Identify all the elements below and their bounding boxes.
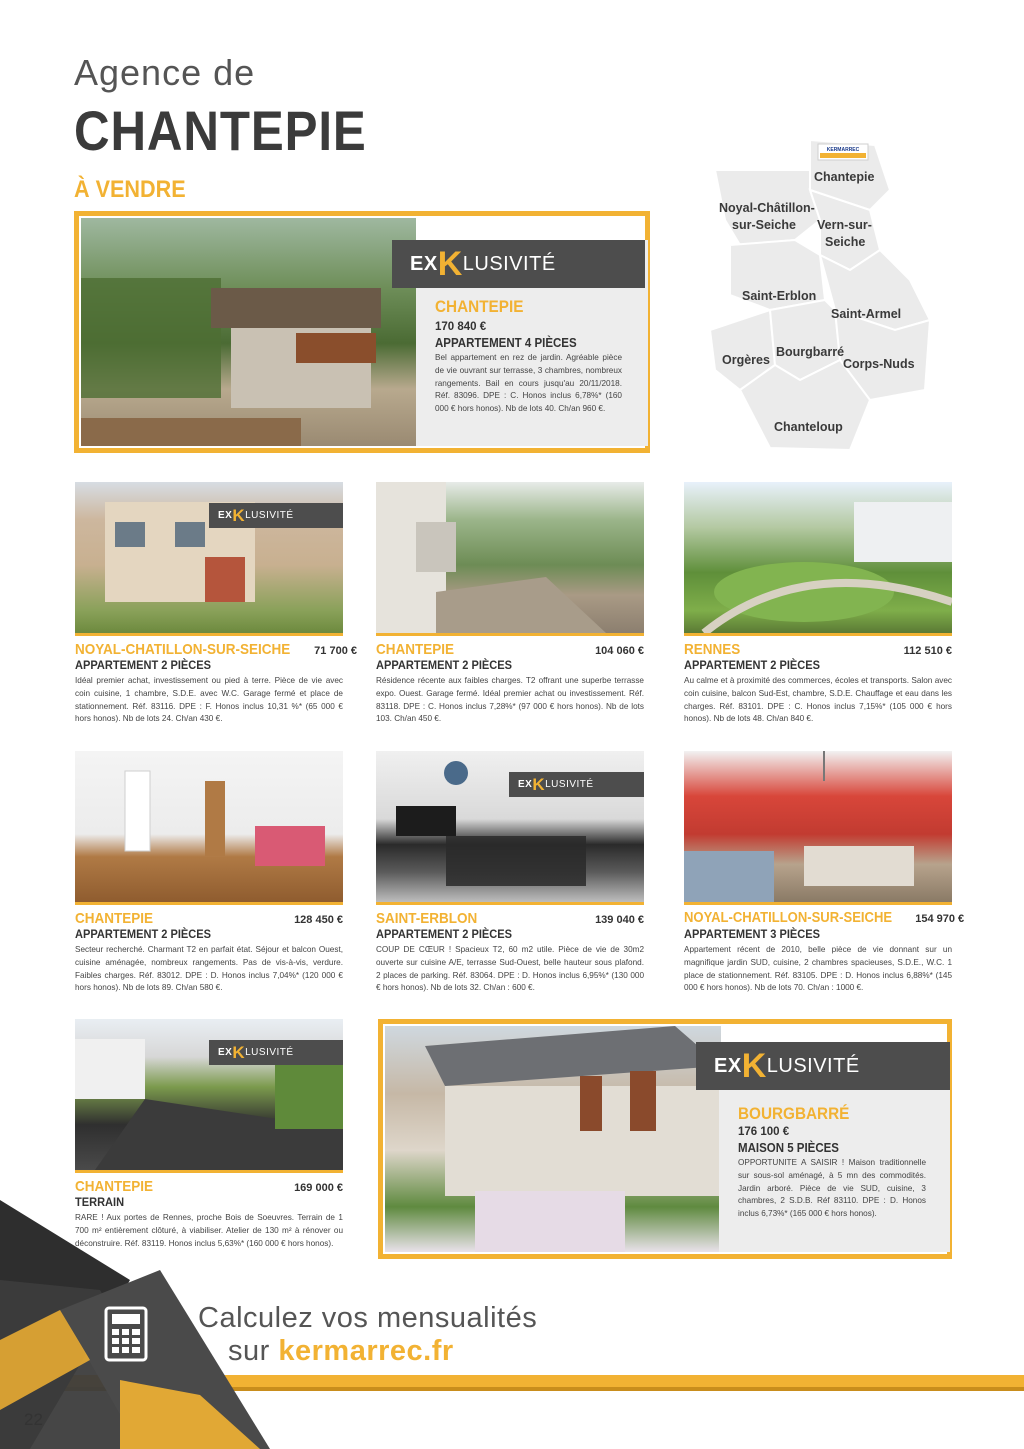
kermarrec-k-icon: K — [741, 1046, 767, 1085]
featured-price: 176 100 € — [738, 1126, 790, 1138]
listing-type: APPARTEMENT 2 PIÈCES — [376, 658, 512, 672]
listing-city: CHANTEPIE — [75, 910, 154, 927]
map-town: Noyal-Châtillon- — [719, 201, 815, 215]
listing-price: 112 510 € — [903, 645, 952, 657]
listing-title-row — [684, 641, 952, 658]
map-town: Vern-sur- — [817, 218, 872, 232]
map-brand: KERMARREC — [826, 147, 860, 153]
kermarrec-k-icon: K — [232, 1042, 246, 1062]
listing-description: Appartement récent de 2010, belle pièce de vie donnant sur un magnifique jardin SUD, cuisine, 2 chambres spacieuses, S.D.E., W.C. 1 place de stationnement. Réf. 83105. DPE : D. Honos inclus 6,88%* (145 000 € hors honos). Nb de lots 70. Ch/an : 1000 €. — [684, 945, 952, 993]
listing-city: RENNES — [684, 641, 741, 658]
listing-city: SAINT-ERBLON — [376, 910, 478, 927]
kermarrec-k-icon: K — [232, 505, 246, 525]
hero-listing-card[interactable] — [74, 211, 650, 453]
listing-price: 154 970 € — [915, 913, 965, 925]
listing-description: Secteur recherché. Charmant T2 en parfait état. Séjour et balcon Ouest, cuisine aménagée, nombreux rangements. Pas de vis-à-vis, verdure. Faibles charges. Réf. 83012. DPE : D. Honos inclus 7,04%* (120 000 € hors honos). Nb de lots 89. Ch/an 580 €. — [75, 945, 343, 993]
listing-title-row — [376, 910, 644, 927]
listing-price: 128 450 € — [294, 914, 343, 926]
listing-price: 104 060 € — [595, 645, 644, 657]
area-map — [700, 130, 940, 455]
hero-photo — [81, 218, 416, 446]
listing-city: CHANTEPIE — [376, 641, 455, 658]
listing-type: TERRAIN — [75, 1195, 125, 1209]
listing-type: APPARTEMENT 2 PIÈCES — [75, 927, 211, 941]
calculator-icon — [104, 1306, 148, 1362]
kermarrec-k-icon: K — [437, 244, 463, 283]
listing-price: 169 000 € — [294, 1182, 343, 1194]
exclusivity-badge: EX K LUSIVITÉ — [392, 240, 645, 288]
map-town: Corps-Nuds — [843, 357, 915, 371]
listing-type: APPARTEMENT 2 PIÈCES — [684, 658, 820, 672]
listing-type: APPARTEMENT 3 PIÈCES — [684, 927, 820, 941]
hero-type: APPARTEMENT 4 PIÈCES — [435, 336, 577, 350]
listing-description: COUP DE CŒUR ! Spacieux T2, 60 m2 utile. Pièce de vie de 30m2 ouverte sur cuisine A/E, terrasse Sud-Ouest, belle hauteur sous plafond. 2 places de parking. Réf. 83064. DPE : D. Honos inclus 6,95%* (130 000 € hors honos). Nb de lots 32. Ch/an : 600 €. — [376, 945, 644, 993]
map-town: sur-Seiche — [732, 218, 796, 232]
hero-city: CHANTEPIE — [435, 297, 524, 316]
map-town: Orgères — [722, 353, 770, 367]
listing-price: 71 700 € — [314, 645, 357, 657]
listing-title-row — [75, 910, 343, 927]
map-town: Seiche — [825, 235, 866, 249]
listing-description: Résidence récente aux faibles charges. T2 offrant une superbe terrasse expo. Ouest. Garage fermé. Idéal premier achat ou investissement. Réf. 83118. DPE : C. Honos inclus 7,28%* (97 000 € hors honos). Nb de lots 103. Ch/an 450 €. — [376, 676, 644, 724]
listing-description: RARE ! Aux portes de Rennes, proche Bois de Soeuvres. Terrain de 1 700 m² entièrement clôturé, à viabiliser. Atelier de 130 m² à rénover ou déconstruire. Réf. 83119. Honos inclus 5,63%* (160 000 € hors honos). — [75, 1213, 343, 1248]
listing-title-row — [75, 1178, 343, 1195]
listing-photo — [684, 751, 952, 902]
calc-headline: Calculez vos mensualités — [198, 1302, 538, 1334]
listing-type: APPARTEMENT 2 PIÈCES — [75, 658, 211, 672]
map-town: Saint-Erblon — [742, 289, 817, 303]
page-number: 22 — [24, 1410, 43, 1429]
listing-title-row — [75, 641, 357, 658]
listing-title-row — [376, 641, 644, 658]
agency-label: Agence de — [74, 52, 256, 93]
featured-city: BOURGBARRÉ — [738, 1104, 850, 1123]
listing-description: Idéal premier achat, investissement ou pied à terre. Pièce de vie avec coin cuisine, 1 chambre, S.D.E. avec W.C. Garage fermé et place de stationnement. Réf. 83116. DPE : F. Honos inclus 10,31 %* (65 000 € hors honos). Nb de lots 24. Ch/an 430 €. — [75, 676, 343, 724]
calc-subline: sur kermarrec.fr — [228, 1335, 454, 1367]
featured-description: OPPORTUNITE A SAISIR ! Maison traditionnelle sur sous-sol aménagé, à 5 mn des commodités. Jardin arboré. Pièce de vie SUD, cuisine, 3 chambres, 2 S.D.B. Réf 83110. DPE : D. Honos inclus 6,73%* (165 000 € hors honos). — [738, 1158, 926, 1219]
featured-type: MAISON 5 PIÈCES — [738, 1141, 839, 1155]
listing-city: NOYAL-CHATILLON-SUR-SEICHE — [75, 641, 291, 658]
listing-city: CHANTEPIE — [75, 1178, 154, 1195]
hero-price: 170 840 € — [435, 321, 487, 333]
hero-description: Bel appartement en rez de jardin. Agréable pièce de vie ouvrant sur terrasse, 3 chambres, nombreux rangements. Bail en cours jusqu'au 20/11/2018. Réf. 83096. DPE : C. Honos inclus 6,78%* (160 000 € hors honos). Nb de lots 40. Ch/an 960 €. — [435, 353, 622, 414]
section-title: À VENDRE — [74, 176, 186, 203]
listing-type: APPARTEMENT 2 PIÈCES — [376, 927, 512, 941]
map-town: Chanteloup — [774, 420, 843, 434]
kermarrec-k-icon: K — [532, 774, 546, 794]
map-town: Chantepie — [814, 170, 875, 184]
listing-photo — [75, 751, 343, 902]
listing-price: 139 040 € — [595, 914, 644, 926]
exclusivity-badge: EX K LUSIVITÉ — [209, 1040, 343, 1065]
listing-city: NOYAL-CHATILLON-SUR-SEICHE — [684, 910, 893, 926]
exclusivity-badge: EX K LUSIVITÉ — [509, 772, 644, 797]
listing-photo — [376, 482, 644, 633]
listing-description: Au calme et à proximité des commerces, écoles et transports. Salon avec coin cuisine, balcon Sud-Est, chambre, S.D.E. Chauffage et eau dans les charges. Réf. 83101. DPE : C. Honos inclus 7,15%* (105 000 € hors honos). Nb de lots 48. Ch/an 840 €. — [684, 676, 952, 724]
listing-title-row — [684, 910, 965, 926]
map-town: Bourgbarré — [776, 345, 845, 359]
exclusivity-badge: EX K LUSIVITÉ — [209, 503, 343, 528]
page-title: CHANTEPIE — [74, 99, 367, 162]
website-link[interactable]: kermarrec.fr — [278, 1335, 454, 1367]
map-town: Saint-Armel — [831, 307, 902, 321]
listing-photo — [684, 482, 952, 633]
exclusivity-badge: EX K LUSIVITÉ — [696, 1042, 950, 1090]
